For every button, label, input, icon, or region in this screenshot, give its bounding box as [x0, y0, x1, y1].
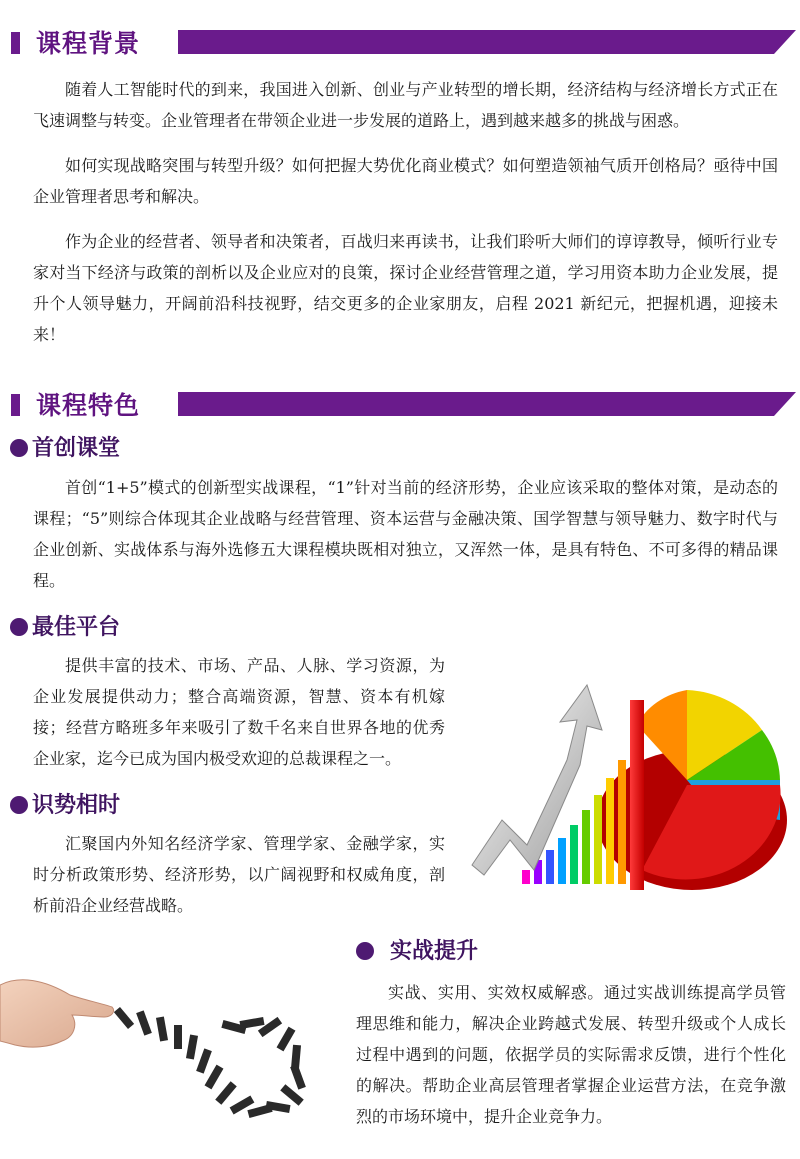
feature-heading-3 [10, 789, 210, 823]
bullet-dot-icon [10, 439, 28, 457]
section-title: 课程特色 [36, 391, 141, 420]
growth-chart-illustration [462, 660, 800, 920]
feature-heading-2 [10, 611, 210, 645]
feature-text-2: 提供丰富的技术、市场、产品、人脉、学习资源，为企业发展提供动力；整合高端资源，智慧、资本有机嫁接；经营方略班多年来吸引了数千名来自世界各地的优秀企业家，迄今已成为国内极受欢迎的总裁课程之一。 [33, 656, 445, 768]
section-divider-bar [178, 392, 774, 416]
section-header-features [0, 388, 800, 424]
section-divider-bar [178, 30, 774, 54]
bullet-dot-icon [356, 942, 374, 960]
section-divider-tail [774, 392, 796, 416]
background-paragraph-1: 随着人工智能时代的到来，我国进入创新、创业与产业转型的增长期，经济结构与经济增长方式正在飞速调整与转变。企业管理者在带领企业进一步发展的道路上，遇到越来越多的挑战与困惑。 [33, 80, 778, 130]
feature-heading-4 [356, 935, 556, 969]
feature-text-3: 汇聚国内外知名经济学家、管理学家、金融学家，实时分析政策形势、经济形势，以广阔视野和权威角度，剖析前沿企业经营战略。 [33, 834, 445, 915]
feature-title: 识势相时 [32, 793, 121, 818]
feature-text-4: 实战、实用、实效权威解惑。通过实战训练提高学员管理思维和能力，解决企业跨越式发展、转型升级或个人成长过程中遇到的问题，依据学员的实际需求反馈，进行个性化的解决。帮助企业高层管理者掌握企业运营方法，在竞争激烈的市场环境中，提升企业竞争力。 [356, 983, 786, 1126]
feature-text-1: 首创“1+5”模式的创新型实战课程，“1”针对当前的经济形势，企业应该采取的整体对策，是动态的课程；“5”则综合体现其企业战略与经营管理、资本运营与金融决策、国学智慧与领导魅力、数字时代与企业创新、实战体系与海外选修五大课程模块既相对独立，又浑然一体，是具有特色、不可多得的精品课程。 [33, 478, 778, 590]
domino-pieces [114, 1007, 306, 1118]
background-paragraph-2: 如何实现战略突围与转型升级？如何把握大势优化商业模式？如何塑造领袖气质开创格局？亟待中国企业管理者思考和解决。 [33, 156, 778, 206]
feature-title: 最佳平台 [32, 615, 121, 640]
hand-graphic [0, 980, 114, 1047]
section-divider-tail [774, 30, 796, 54]
section-title: 课程背景 [36, 29, 141, 58]
section-header-background [0, 26, 800, 62]
section-marker [11, 32, 20, 54]
feature-title: 实战提升 [390, 939, 479, 964]
feature-title: 首创课堂 [32, 436, 121, 461]
feature-heading-1 [10, 432, 210, 466]
section-marker [11, 394, 20, 416]
bullet-dot-icon [10, 796, 28, 814]
background-paragraph-3: 作为企业的经营者、领导者和决策者，百战归来再读书，让我们聆听大师们的谆谆教导，倾听行业专家对当下经济与政策的剖析以及企业应对的良策，探讨企业经营管理之道，学习用资本助力企业发展，提升个人领导魅力，开阔前沿科技视野，结交更多的企业家朋友，启程 2021 新纪元，把握机遇，迎接未来！ [33, 232, 778, 344]
bullet-dot-icon [10, 618, 28, 636]
domino-hand-illustration [0, 945, 345, 1159]
